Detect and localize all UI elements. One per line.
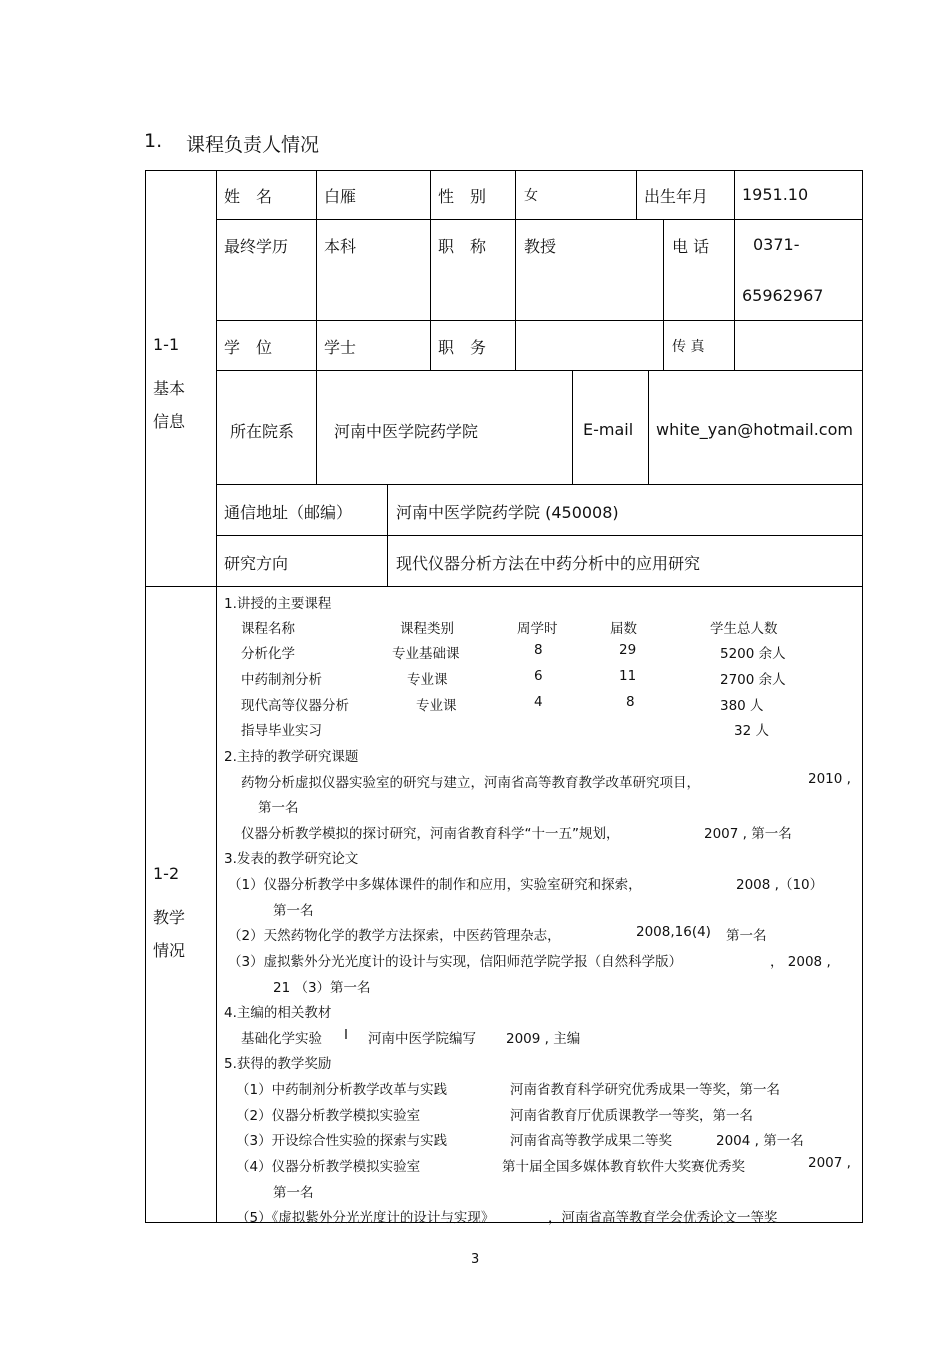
address-label: 通信地址（邮编） — [224, 503, 353, 522]
paper-2-year: 2008,16(4) — [636, 924, 711, 940]
book-1-info: 河南中医学院编写 — [368, 1031, 476, 1047]
course-students: 32 人 — [734, 723, 769, 739]
gender-label: 性 别 — [438, 187, 487, 206]
paper-1-rank: 第一名 — [273, 903, 314, 919]
course-type: 专业课 — [416, 698, 457, 714]
project-2: 仪器分析教学模拟的探讨研究，河南省教育科学“十一五”规划， — [241, 826, 620, 842]
courses-title: 1.讲授的主要课程 — [224, 596, 332, 612]
course-header-hours: 周学时 — [517, 621, 558, 637]
degree-label: 学 位 — [224, 338, 273, 357]
course-terms: 8 — [626, 694, 635, 710]
award-year: 2007 , — [808, 1155, 851, 1171]
course-students: 380 人 — [720, 698, 764, 714]
award-desc: 第十届全国多媒体教育软件大奖赛优秀奖 — [502, 1159, 745, 1175]
department-value: 河南中医学院药学院 — [334, 422, 479, 441]
course-name: 指导毕业实习 — [241, 723, 322, 739]
address-value: 河南中医学院药学院 (450008) — [396, 503, 619, 522]
phone-label: 电 话 — [672, 237, 710, 256]
award-name: （3）开设综合性实验的探索与实践 — [236, 1133, 448, 1149]
project-2-year: 2007 , 第一名 — [704, 826, 792, 842]
project-1-rank: 第一名 — [258, 800, 299, 816]
course-students: 5200 余人 — [720, 646, 786, 662]
paper-3-year: ， 2008 , — [770, 954, 831, 970]
paper-2-rank: 第一名 — [726, 928, 767, 944]
award-rank: 第一名 — [273, 1185, 314, 1201]
course-name: 中药制剂分析 — [241, 672, 322, 688]
section-label-teaching-2: 情况 — [153, 941, 186, 960]
duty-label: 职 务 — [438, 338, 487, 357]
section-id-teaching: 1-2 — [153, 864, 180, 883]
page-number: 3 — [471, 1252, 480, 1267]
papers-title: 3.发表的教学研究论文 — [224, 851, 359, 867]
paper-1: （1）仪器分析教学中多媒体课件的制作和应用，实验室研究和探索， — [228, 877, 642, 893]
award-desc: 河南省教育科学研究优秀成果一等奖，第一名 — [510, 1082, 780, 1098]
course-header-students: 学生总人数 — [710, 621, 778, 637]
phone-value-line1: 0371- — [753, 235, 800, 254]
paper-3-rank: 21 （3）第一名 — [273, 980, 371, 996]
course-header-type: 课程类别 — [400, 621, 454, 637]
email-value: white_yan@hotmail.com — [656, 420, 853, 439]
gender-value: 女 — [524, 188, 538, 204]
education-label: 最终学历 — [224, 237, 289, 256]
title-value: 教授 — [524, 237, 557, 256]
books-title: 4.主编的相关教材 — [224, 1005, 332, 1021]
phone-value-line2: 65962967 — [742, 286, 824, 305]
course-hours: 8 — [534, 642, 543, 658]
fax-label: 传 真 — [672, 339, 705, 355]
course-students: 2700 余人 — [720, 672, 786, 688]
title-label: 职 称 — [438, 237, 487, 256]
award-desc: 河南省高等教学成果二等奖 — [510, 1133, 672, 1149]
paper-1-year: 2008 ,（10） — [736, 877, 824, 893]
course-name: 分析化学 — [241, 646, 295, 662]
award-desc: ，河南省高等教育学会优秀论文一等奖 — [548, 1210, 778, 1226]
section-id-basic: 1-1 — [153, 335, 180, 354]
award-name: （5）《虚拟紫外分光光度计的设计与实现》 — [236, 1210, 495, 1226]
book-1-name: 基础化学实验 — [241, 1031, 322, 1047]
course-type: 专业课 — [407, 672, 448, 688]
birth-value: 1951.10 — [742, 185, 809, 204]
course-header-name: 课程名称 — [241, 621, 295, 637]
course-hours: 4 — [534, 694, 543, 710]
research-label: 研究方向 — [224, 554, 289, 573]
section-label-teaching-1: 教学 — [153, 908, 186, 927]
birth-label: 出生年月 — [644, 187, 709, 206]
paper-3: （3）虚拟紫外分光光度计的设计与实现，信阳师范学院学报（自然科学版） — [228, 954, 683, 970]
course-header-terms: 届数 — [610, 621, 637, 637]
project-1: 药物分析虚拟仪器实验室的研究与建立，河南省高等教育教学改革研究项目， — [241, 775, 700, 791]
award-year: 2004 , 第一名 — [716, 1133, 804, 1149]
course-name: 现代高等仪器分析 — [241, 698, 349, 714]
book-1-volume: I — [344, 1027, 348, 1043]
page-title: 课程负责人情况 — [186, 134, 320, 156]
book-1-year: 2009 , 主编 — [506, 1031, 581, 1047]
heading-number: 1. — [144, 130, 163, 152]
section-label-basic-1: 基本 — [153, 379, 186, 398]
paper-2: （2）天然药物化学的教学方法探索，中医药管理杂志， — [228, 928, 561, 944]
course-type: 专业基础课 — [392, 646, 460, 662]
name-value: 白雁 — [324, 187, 357, 206]
course-terms: 29 — [619, 642, 637, 658]
project-1-year: 2010 , — [808, 771, 851, 787]
email-label: E-mail — [583, 420, 634, 439]
award-name: （4）仪器分析教学模拟实验室 — [236, 1159, 421, 1175]
research-value: 现代仪器分析方法在中药分析中的应用研究 — [396, 554, 701, 573]
award-name: （2）仪器分析教学模拟实验室 — [236, 1108, 421, 1124]
awards-title: 5.获得的教学奖励 — [224, 1056, 332, 1072]
education-value: 本科 — [324, 237, 357, 256]
course-terms: 11 — [619, 668, 637, 684]
section-label-basic-2: 信息 — [153, 412, 186, 431]
department-label: 所在院系 — [230, 422, 295, 441]
name-label: 姓 名 — [224, 187, 273, 206]
award-name: （1）中药制剂分析教学改革与实践 — [236, 1082, 448, 1098]
degree-value: 学士 — [324, 338, 357, 357]
projects-title: 2.主持的教学研究课题 — [224, 749, 359, 765]
award-desc: 河南省教育厅优质课教学一等奖，第一名 — [510, 1108, 753, 1124]
course-hours: 6 — [534, 668, 543, 684]
